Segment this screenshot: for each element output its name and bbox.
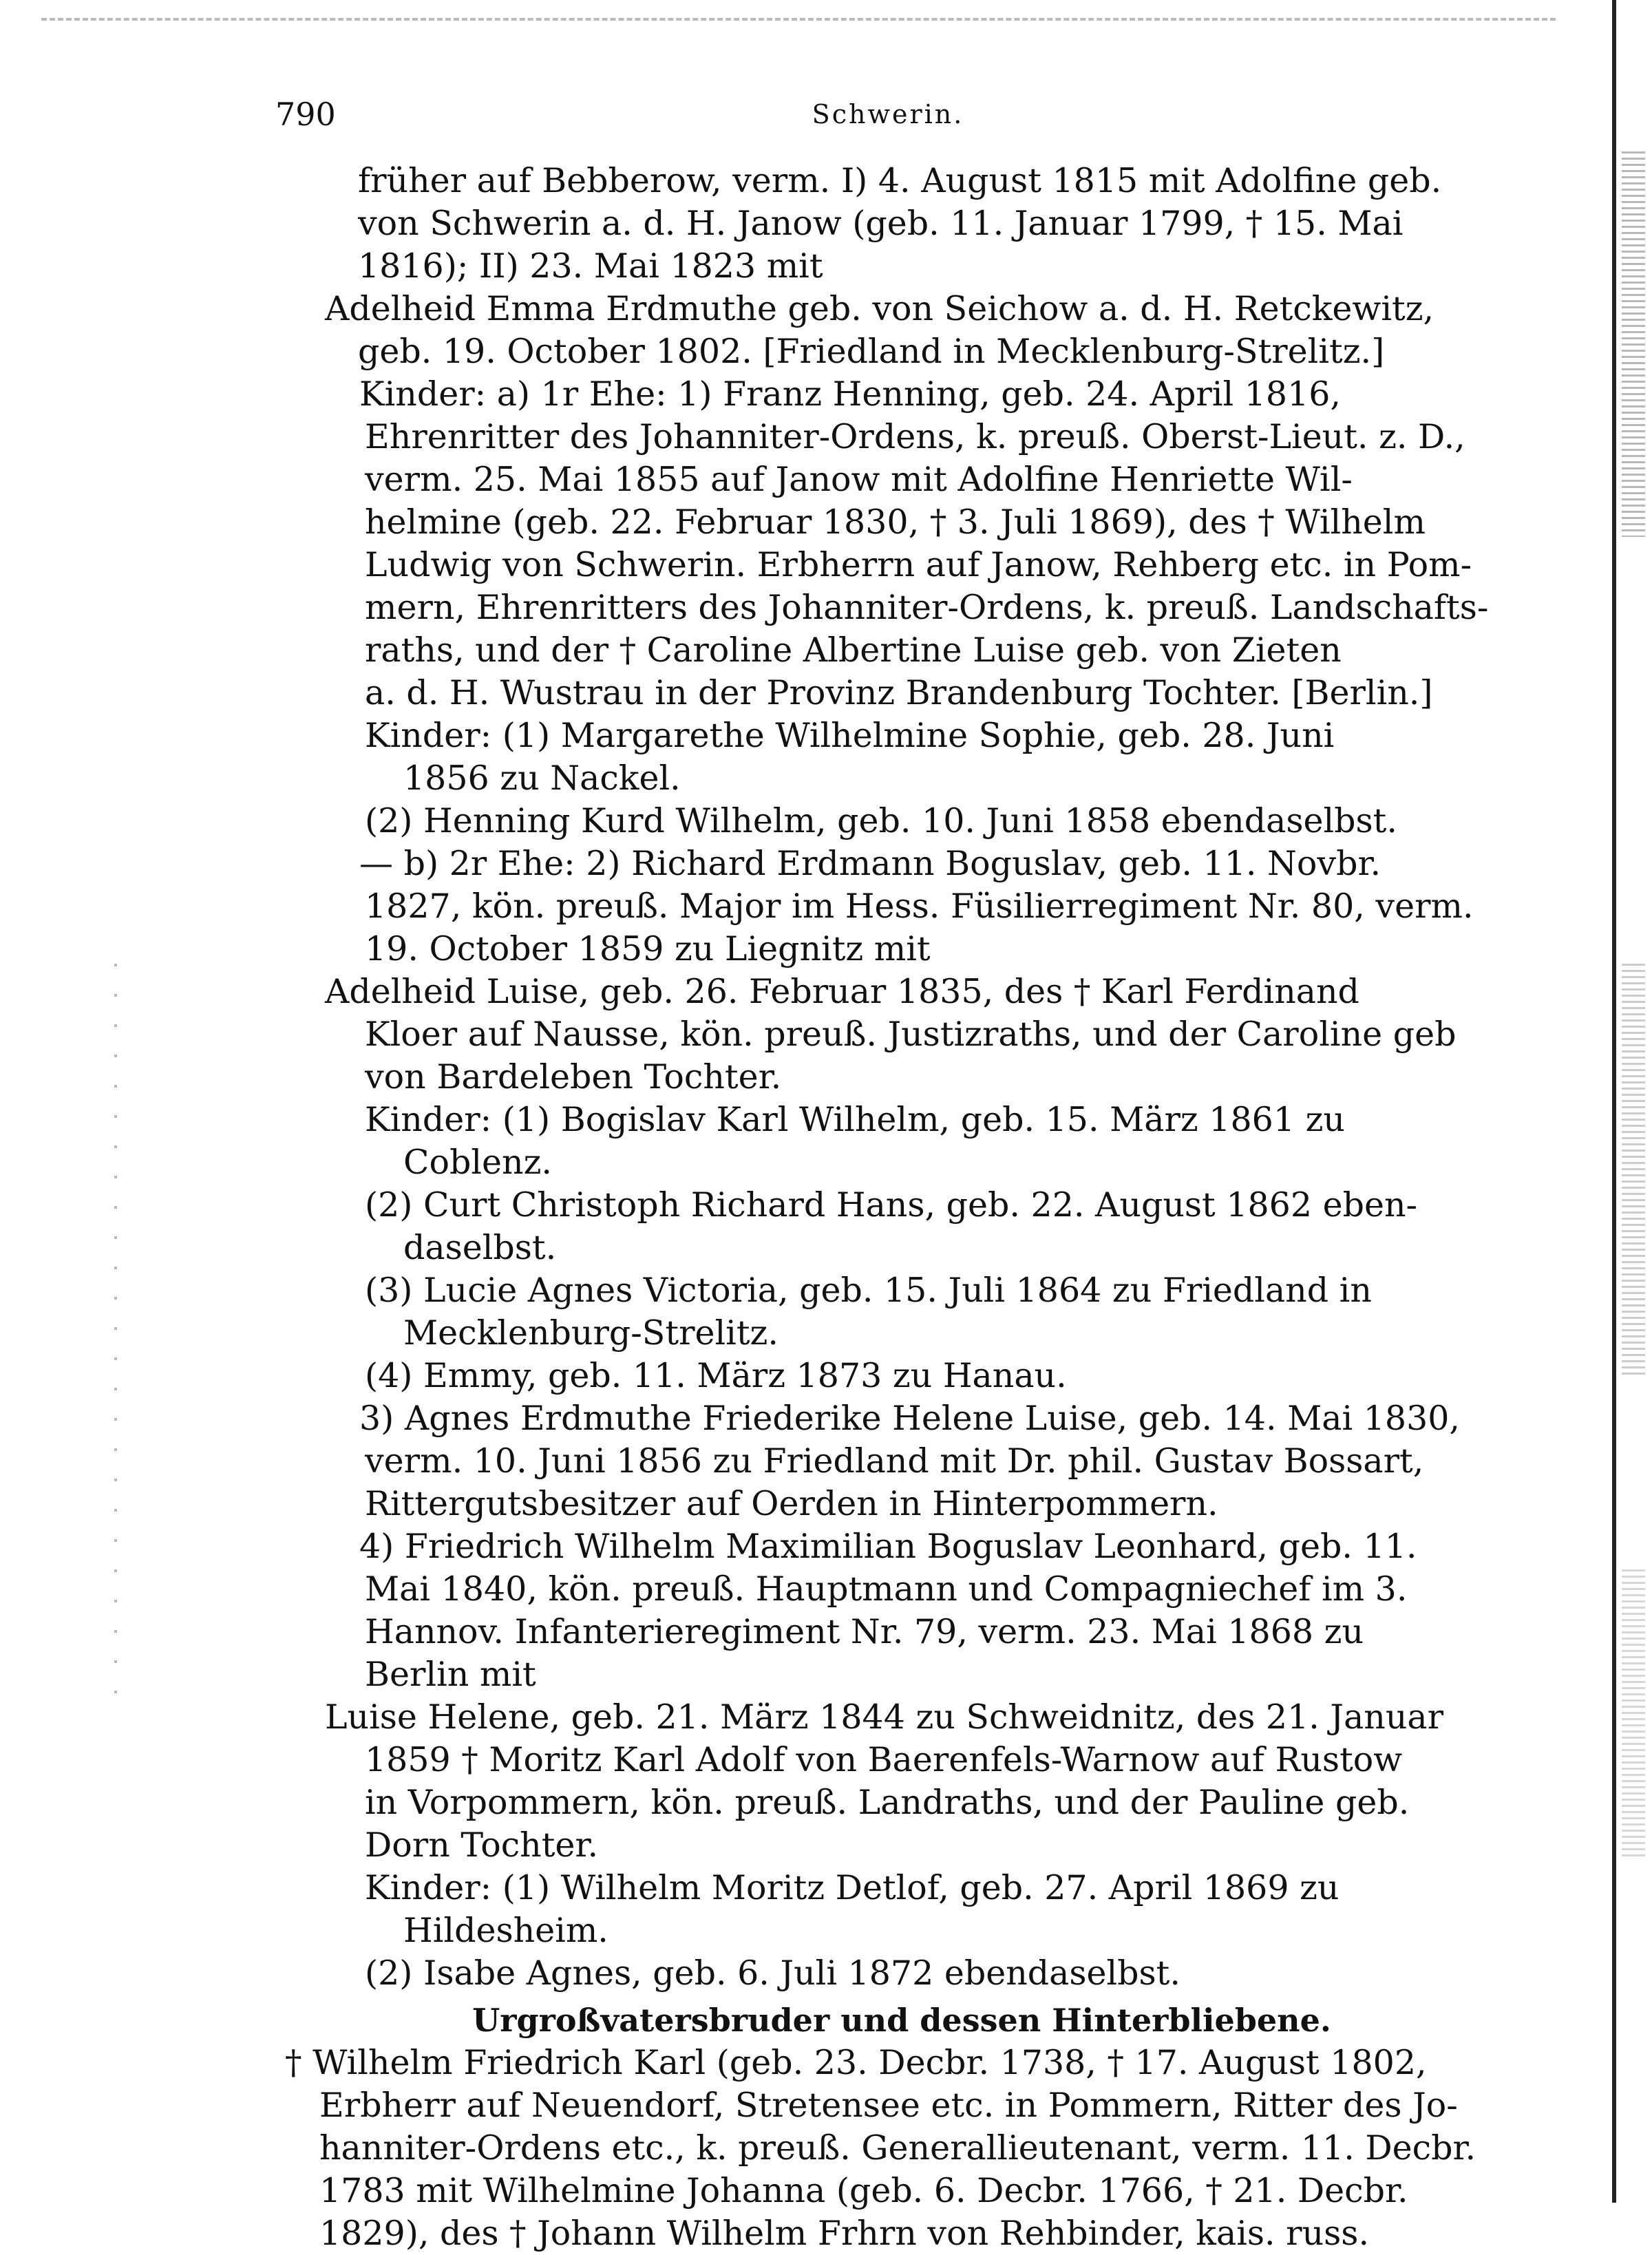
text-line: Ehrenritter des Johanniter-Ordens, k. preuß. Oberst-Lieut. z. D., <box>365 417 1465 456</box>
text-line: Kinder: (1) Wilhelm Moritz Detlof, geb. 27. April 1869 zu <box>365 1868 1339 1907</box>
text-line: geb. 19. October 1802. [Friedland in Mecklenburg-Strelitz.] <box>358 332 1385 371</box>
text-line: in Vorpommern, kön. preuß. Landraths, und der Pauline geb. <box>365 1783 1410 1822</box>
text-line: (3) Lucie Agnes Victoria, geb. 15. Juli 1864 zu Friedland in <box>365 1271 1372 1310</box>
text-line: Rittergutsbesitzer auf Oerden in Hinterpommern. <box>365 1484 1218 1523</box>
text-line: a. d. H. Wustrau in der Provinz Brandenburg Tochter. [Berlin.] <box>365 673 1433 712</box>
text-line: Kloer auf Nausse, kön. preuß. Justizraths, und der Caroline geb <box>365 1015 1457 1054</box>
text-line: daselbst. <box>403 1228 557 1267</box>
text-line: Berlin mit <box>365 1655 536 1694</box>
text-line: (4) Emmy, geb. 11. März 1873 zu Hanau. <box>365 1356 1067 1395</box>
text-line: von Schwerin a. d. H. Janow (geb. 11. Januar 1799, † 15. Mai <box>358 204 1404 243</box>
text-line: helmine (geb. 22. Februar 1830, † 3. Juli 1869), des † Wilhelm <box>365 502 1426 542</box>
running-title: Schwerin. <box>812 99 964 129</box>
text-line: Kinder: a) 1r Ehe: 1) Franz Henning, geb. 24. April 1816, <box>359 374 1342 414</box>
text-line: 1859 † Moritz Karl Adolf von Baerenfels-Warnow auf Rustow <box>365 1740 1403 1779</box>
text-line: 1829), des † Johann Wilhelm Frhrn von Rehbinder, kais. russ. <box>319 2214 1370 2253</box>
text-line: Mai 1840, kön. preuß. Hauptmann und Compagniechef im 3. <box>365 1569 1408 1609</box>
text-line: — b) 2r Ehe: 2) Richard Erdmann Boguslav, geb. 11. Novbr. <box>359 844 1381 883</box>
text-line: 1816); II) 23. Mai 1823 mit <box>358 246 823 286</box>
text-line: Kinder: (1) Bogislav Karl Wilhelm, geb. 15. März 1861 zu <box>365 1100 1345 1139</box>
text-line: (2) Henning Kurd Wilhelm, geb. 10. Juni 1858 ebendaselbst. <box>365 801 1397 840</box>
text-line: † Wilhelm Friedrich Karl (geb. 23. Decbr. 1738, † 17. August 1802, <box>285 2043 1427 2082</box>
section-heading: Urgroßvatersbruder und dessen Hinterbliebene. <box>472 2002 1331 2039</box>
text-line: Dorn Tochter. <box>365 1825 599 1865</box>
text-line: verm. 25. Mai 1855 auf Janow mit Adolfine Henriette Wil- <box>365 460 1353 499</box>
text-line: früher auf Bebberow, verm. I) 4. August 1815 mit Adolfine geb. <box>358 161 1442 200</box>
text-line: verm. 10. Juni 1856 zu Friedland mit Dr. phil. Gustav Bossart, <box>365 1441 1424 1481</box>
bleed-through-marks <box>1622 1569 1645 1859</box>
text-line: 1856 zu Nackel. <box>403 759 681 798</box>
text-line: von Bardeleben Tochter. <box>365 1057 782 1097</box>
text-line: raths, und der † Caroline Albertine Luise geb. von Zieten <box>365 631 1342 670</box>
running-header <box>275 94 1501 135</box>
bleed-through-marks <box>1622 151 1645 537</box>
text-line: Adelheid Emma Erdmuthe geb. von Seichow a. d. H. Retckewitz, <box>325 289 1434 328</box>
text-line: Coblenz. <box>403 1143 552 1182</box>
text-line: (2) Curt Christoph Richard Hans, geb. 22. August 1862 eben- <box>365 1185 1418 1225</box>
scan-left-speckles <box>114 964 117 1721</box>
text-line: 3) Agnes Erdmuthe Friederike Helene Luise, geb. 14. Mai 1830, <box>359 1399 1461 1438</box>
body-text <box>275 160 1528 2255</box>
text-line: 19. October 1859 zu Liegnitz mit <box>365 929 931 968</box>
text-line: Erbherr auf Neuendorf, Stretensee etc. in Pommern, Ritter des Jo- <box>319 2086 1458 2125</box>
text-line: 1783 mit Wilhelmine Johanna (geb. 6. Decbr. 1766, † 21. Decbr. <box>319 2171 1408 2210</box>
scan-top-border <box>41 18 1556 21</box>
bleed-through-marks <box>1622 964 1645 1377</box>
text-line: Mecklenburg-Strelitz. <box>403 1313 779 1353</box>
scan-right-edge <box>1612 0 1616 2203</box>
text-line: mern, Ehrenritters des Johanniter-Ordens, k. preuß. Landschafts- <box>365 588 1489 627</box>
text-line: (2) Isabe Agnes, geb. 6. Juli 1872 ebendaselbst. <box>365 1954 1180 1993</box>
text-line: hanniter-Ordens etc., k. preuß. Generallieutenant, verm. 11. Decbr. <box>319 2128 1476 2168</box>
text-line: 4) Friedrich Wilhelm Maximilian Boguslav Leonhard, geb. 11. <box>359 1527 1417 1566</box>
text-line: Hannov. Infanterieregiment Nr. 79, verm. 23. Mai 1868 zu <box>365 1612 1364 1651</box>
text-line: Kinder: (1) Margarethe Wilhelmine Sophie, geb. 28. Juni <box>365 716 1335 755</box>
page-number: 790 <box>275 96 336 133</box>
text-line: Ludwig von Schwerin. Erbherrn auf Janow, Rehberg etc. in Pom- <box>365 545 1472 584</box>
text-line: Hildesheim. <box>403 1911 608 1950</box>
text-line: 1827, kön. preuß. Major im Hess. Füsilierregiment Nr. 80, verm. <box>365 887 1474 926</box>
text-line: Adelheid Luise, geb. 26. Februar 1835, des † Karl Ferdinand <box>325 972 1359 1011</box>
text-line: Luise Helene, geb. 21. März 1844 zu Schweidnitz, des 21. Januar <box>325 1697 1444 1737</box>
